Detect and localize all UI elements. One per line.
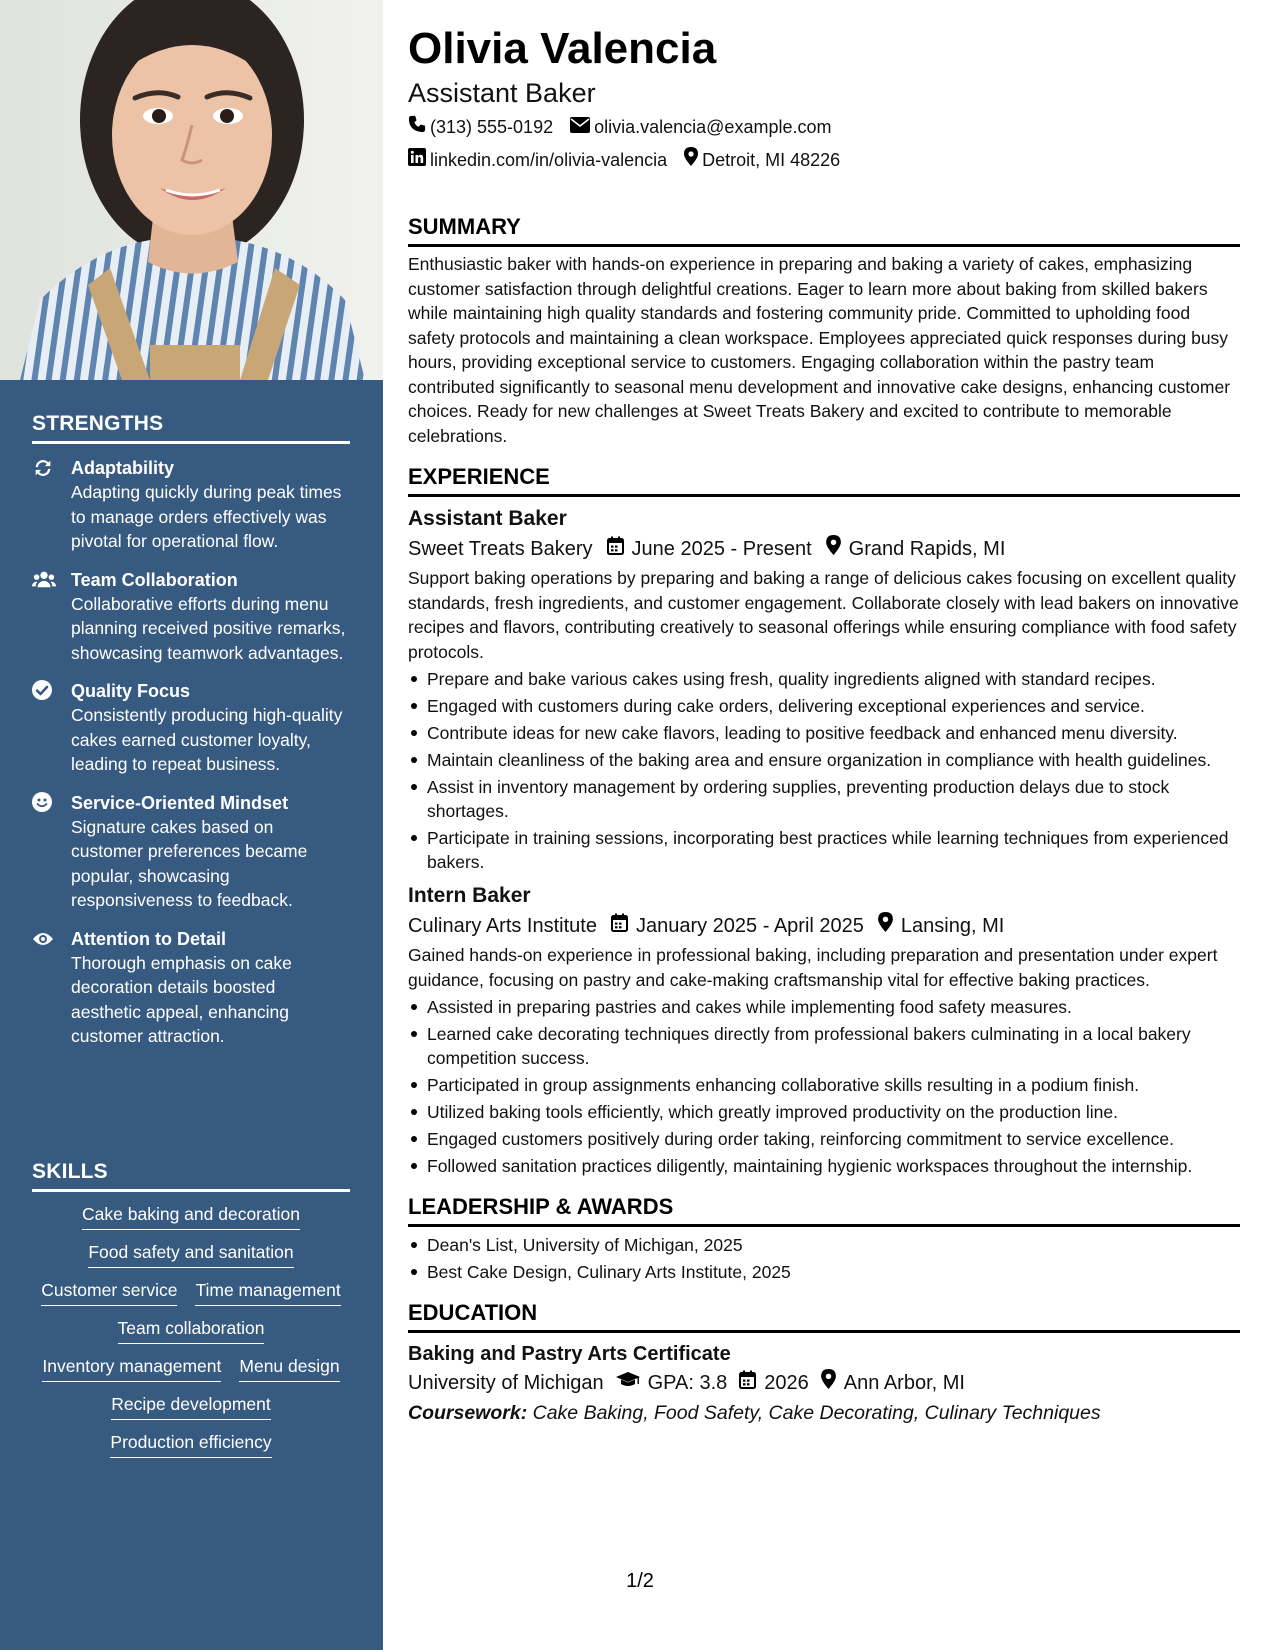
summary-section [408,214,1240,448]
coursework-text: Cake Baking, Food Safety, Cake Decorating, Culinary Techniques [532,1402,1101,1424]
job-entry [408,882,1240,1178]
skill-tag: Menu design [239,1354,339,1382]
dates-text: June 2025 - Present [631,538,812,560]
list-item: Assist in inventory management by ordering supplies, preventing production delays due to stock shortages. [408,775,1240,823]
list-item: Assisted in preparing pastries and cakes while implementing food safety measures. [408,995,1240,1019]
strength-item [32,679,350,777]
leadership-heading: LEADERSHIP & AWARDS [408,1194,1240,1227]
job-title: Intern Baker [408,884,531,907]
job-description: Support baking operations by preparing and baking a range of delicious cakes focusing on excellent quality standards, fresh ingredients, and customer engagement. Collaborate closely with lead bakers on innovative recipes and flavors, contributing creatively to seasonal offerings while ensuring compliance with food safety protocols. [408,568,1239,662]
list-item: Participated in group assignments enhancing collaborative skills resulting in a podium finish. [408,1073,1240,1097]
list-item: Best Cake Design, Culinary Arts Institute, 2025 [408,1260,1240,1284]
location-text: Grand Rapids, MI [848,538,1006,560]
school-text: University of Michigan [408,1372,604,1394]
job-company [408,912,597,940]
skills-list [32,1202,350,1458]
skill-tag: Customer service [41,1278,177,1306]
gpa-text: GPA: 3.8 [647,1372,728,1394]
education-location [821,1369,965,1397]
education-heading: EDUCATION [408,1300,1240,1333]
job-title: Assistant Baker [408,507,567,530]
degree-title: Baking and Pastry Arts Certificate [408,1343,731,1365]
skill-tag: Cake baking and decoration [82,1202,300,1230]
refresh-icon [32,457,54,479]
candidate-name: Olivia Valencia [408,24,717,73]
linkedin-contact[interactable] [408,148,667,172]
summary-text: Enthusiastic baker with hands-on experience in preparing and baking a variety of cakes, emphasizing customer satisfaction through delightful creations. Eager to learn more about baking from skilled bakers while maintaining high quality standards and fostering community pride. Committed to upholding food safety protocols and maintaining a clean workspace. Employees appreciated quick responses during busy hours, providing exceptional service to customers. Engaging collaboration within the pastry team contributed significantly to seasonal menu development and innovative cake designs, enhancing customer choices. Ready for new challenges at Sweet Treats Bakery and excited to contribute to memorable celebrations. [408,254,1231,446]
list-item: Engaged with customers during cake orders, delivering exceptional experiences and service. [408,694,1240,718]
experience-heading: EXPERIENCE [408,464,1240,497]
strength-title: Team Collaboration [71,569,238,590]
job-bullets [408,995,1240,1178]
skill-tag: Time management [195,1278,340,1306]
phone-text: (313) 555-0192 [430,117,554,137]
list-item: Followed sanitation practices diligently, maintaining hygienic workspaces throughout the internship. [408,1154,1240,1178]
job-entry [408,505,1240,874]
strength-title: Attention to Detail [71,928,226,949]
skill-tag: Food safety and sanitation [88,1240,293,1268]
strengths-section [32,412,350,1049]
profile-photo [0,0,383,380]
job-bullets [408,667,1240,874]
email-link[interactable]: olivia.valencia@example.com [594,117,832,137]
dates-text: January 2025 - April 2025 [635,915,864,937]
list-item: Participate in training sessions, incorporating best practices while learning techniques from experienced bakers. [408,826,1240,874]
calendar-icon [607,535,632,563]
strength-desc: Consistently producing high-quality cakes earned customer loyalty, leading to repeat business. [71,705,343,774]
company-name: Sweet Treats Bakery [408,538,593,560]
strength-desc: Collaborative efforts during menu planning received positive remarks, showcasing teamwork advantages. [71,593,346,663]
location-text: Ann Arbor, MI [843,1372,965,1394]
education-meta [408,1369,1240,1397]
list-item: Contribute ideas for new cake flavors, leading to positive feedback and enhanced menu diversity. [408,721,1240,745]
eye-icon [32,928,54,950]
smile-icon [32,792,54,814]
strength-item [32,456,350,554]
job-company [408,535,593,563]
check-circle-icon [32,680,54,702]
company-name: Culinary Arts Institute [408,915,597,937]
education-section [408,1300,1240,1427]
list-item: Dean's List, University of Michigan, 2025 [408,1233,1240,1257]
skill-tag: Recipe development [111,1392,271,1420]
job-dates [611,912,864,940]
map-pin-icon [826,535,849,563]
users-icon [32,569,54,591]
skill-tag: Production efficiency [110,1430,271,1458]
skill-tag: Team collaboration [118,1316,265,1344]
job-meta [408,912,1240,940]
coursework [408,1399,1240,1427]
job-location [826,535,1006,563]
job-description: Gained hands-on experience in professional baking, including preparation and presentation under expert guidance, focusing on pastry and cake-making craftsmanship vital for effective baking practices. [408,945,1218,990]
skill-tag: Inventory management [42,1354,221,1382]
linkedin-link[interactable]: linkedin.com/in/olivia-valencia [430,149,668,170]
graduation-cap-icon [616,1369,648,1397]
job-dates [607,535,812,563]
linkedin-icon [408,148,430,172]
summary-heading: SUMMARY [408,214,1240,247]
envelope-icon [570,115,594,139]
page-number: 1/2 [626,1570,654,1592]
location-text: Detroit, MI 48226 [702,149,841,170]
gpa [616,1369,728,1397]
main-content [408,22,1240,1427]
experience-section [408,464,1240,1178]
strength-item [32,927,350,1049]
strength-desc: Adapting quickly during peak times to manage orders effectively was pivotal for operational flow. [71,482,342,551]
phone-icon [408,115,430,139]
contact-row [408,147,1240,172]
coursework-label: Coursework: [408,1402,528,1424]
calendar-icon [739,1369,764,1397]
list-item: Prepare and bake various cakes using fresh, quality ingredients aligned with standard recipes. [408,667,1240,691]
location-contact [684,147,840,172]
skills-heading: SKILLS [32,1160,350,1192]
strength-title: Adaptability [71,458,175,478]
skills-section [32,1160,350,1458]
location-text: Lansing, MI [900,915,1005,937]
year-text: 2026 [764,1372,809,1394]
list-item: Learned cake decorating techniques directly from professional bakers culminating in a local bakery competition success. [408,1022,1240,1070]
leadership-section [408,1194,1240,1284]
school-name [408,1369,604,1397]
strength-item [32,791,350,913]
job-meta [408,535,1240,563]
strength-desc: Thorough emphasis on cake decoration details boosted aesthetic appeal, enhancing customer attraction. [71,952,292,1046]
strength-title: Service-Oriented Mindset [71,792,289,813]
contact-row [408,115,1240,139]
map-pin-icon [684,147,702,172]
strength-desc: Signature cakes based on customer preferences became popular, showcasing responsiveness to feedback. [71,816,308,910]
sidebar [0,0,383,1650]
candidate-role: Assistant Baker [408,78,596,108]
phone-contact [408,115,553,139]
strengths-heading: STRENGTHS [32,412,350,444]
list-item: Utilized baking tools efficiently, which greatly improved productivity on the production line. [408,1100,1240,1124]
list-item: Maintain cleanliness of the baking area and ensure organization in compliance with health guidelines. [408,748,1240,772]
strength-title: Quality Focus [71,681,191,701]
strength-item [32,568,350,666]
email-contact[interactable] [570,115,831,139]
graduation-year [739,1369,809,1397]
awards-list [408,1233,1240,1284]
map-pin-icon [821,1369,844,1397]
calendar-icon [611,912,636,940]
map-pin-icon [878,912,901,940]
job-location [878,912,1004,940]
list-item: Engaged customers positively during order taking, reinforcing commitment to service excellence. [408,1127,1240,1151]
